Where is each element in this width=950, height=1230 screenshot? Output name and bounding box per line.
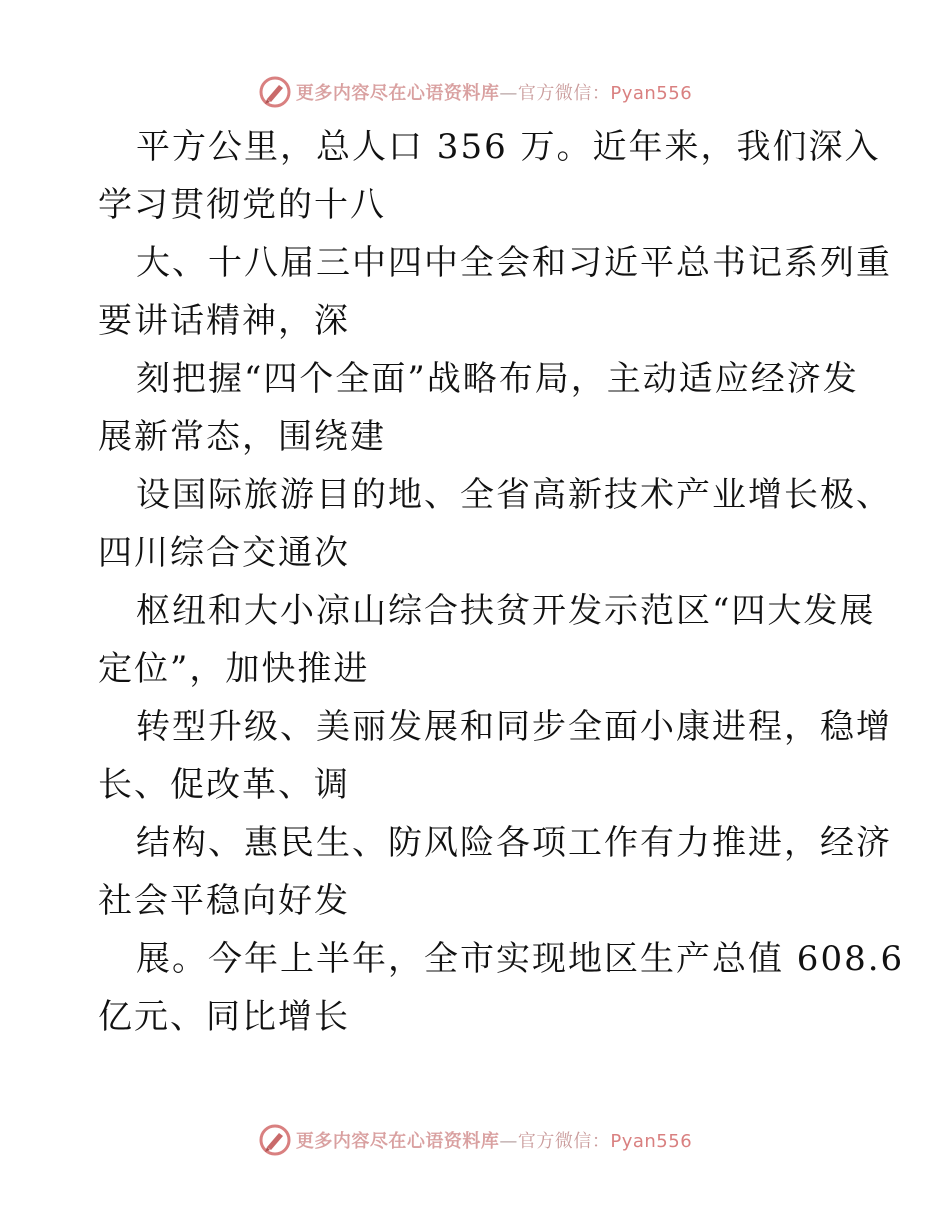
line-text: 定位”，加快推进 (98, 649, 370, 689)
header-watermark (0, 72, 950, 112)
text-line (98, 466, 892, 524)
text-line (98, 234, 892, 292)
line-text: 平方公里，总人口 356 万。近年来，我们深入 (136, 127, 881, 167)
line-text: 枢纽和大小凉山综合扶贫开发示范区“四大发展 (136, 591, 876, 631)
text-line (98, 350, 858, 408)
line-text: 展。今年上半年，全市实现地区生产总值 608.6 (136, 939, 905, 979)
watermark-dash: — (499, 83, 518, 104)
line-text: 刻把握“四个全面”战略布局，主动适应经济发 (136, 359, 859, 399)
text-line (98, 176, 858, 234)
line-text: 展新常态，围绕建 (98, 417, 386, 457)
pen-logo-icon (258, 1123, 292, 1157)
watermark-official: 官方微信： (517, 83, 611, 104)
text-line (98, 118, 881, 176)
line-text: 四川综合交通次 (98, 533, 350, 573)
text-line (98, 640, 858, 698)
line-text: 设国际旅游目的地、全省高新技术产业增长极、 (136, 475, 892, 515)
line-text: 要讲话精神，深 (98, 301, 350, 341)
watermark-id: Pyan556 (610, 83, 693, 104)
footer-watermark (0, 1120, 950, 1160)
text-line (98, 292, 858, 350)
line-text: 学习贯彻党的十八 (98, 185, 386, 225)
text-line (98, 930, 905, 988)
watermark-text (296, 1127, 692, 1153)
watermark-official: 官方微信： (517, 1131, 611, 1152)
text-line (98, 408, 858, 466)
text-line (98, 814, 892, 872)
text-line (98, 698, 892, 756)
text-line (98, 872, 858, 930)
line-text: 社会平稳向好发 (98, 881, 350, 921)
watermark-text (296, 79, 692, 105)
text-line (98, 582, 876, 640)
watermark-site: 更多内容尽在心语资料库 (295, 1131, 500, 1152)
line-text: 转型升级、美丽发展和同步全面小康进程，稳增 (136, 707, 892, 747)
text-line (98, 756, 858, 814)
line-text: 长、促改革、调 (98, 765, 350, 805)
watermark-dash: — (499, 1131, 518, 1152)
line-text: 大、十八届三中四中全会和习近平总书记系列重 (136, 243, 892, 283)
document-body (98, 118, 905, 1046)
watermark-site: 更多内容尽在心语资料库 (295, 83, 500, 104)
line-text: 结构、惠民生、防风险各项工作有力推进，经济 (136, 823, 892, 863)
line-text: 亿元、同比增长 (98, 997, 350, 1037)
pen-logo-icon (258, 75, 292, 109)
watermark-id: Pyan556 (610, 1131, 693, 1152)
text-line (98, 524, 858, 582)
text-line (98, 988, 858, 1046)
